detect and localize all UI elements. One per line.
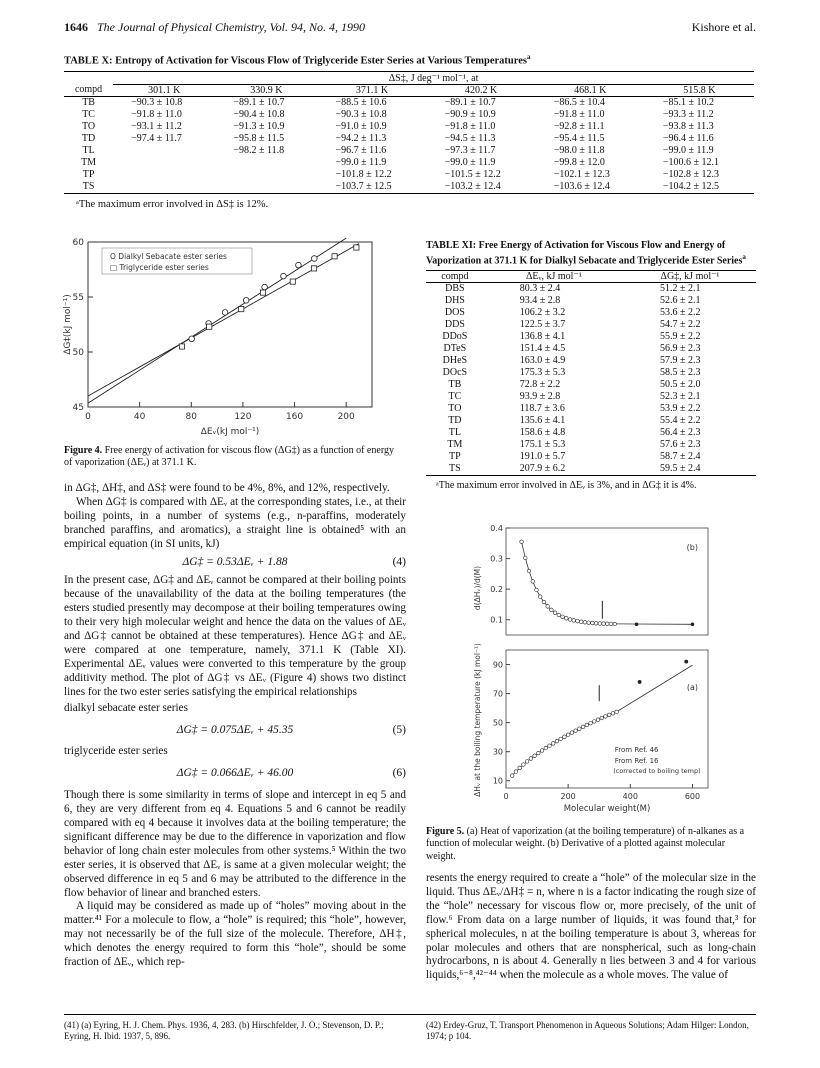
table-x-cell: −102.8 ± 12.3 bbox=[662, 168, 719, 180]
table-x-cell bbox=[215, 181, 317, 193]
table-x-cell: −91.0 ± 10.9 bbox=[335, 120, 387, 132]
table-xi-row bbox=[426, 343, 756, 355]
table-xi-cell: DHS bbox=[444, 295, 465, 307]
table-x-cell bbox=[215, 169, 317, 181]
table-x-col-header: 420.2 K bbox=[465, 84, 498, 96]
para-2: In the present case, ΔG‡ and ΔEᵥ cannot be compared at their boiling points because of the unavailability of the data at the boiling temperatures (the esters studied presently may decompose at their boiling temperatures owing to their very high molecular weight and hence the data on the values of ΔEᵥ and ΔG‡ cannot be obtained at these temperatures). Hence ΔG‡ and ΔEᵥ were compared at one temperature, namely, 371.1 K (Table XI). Experimental ΔEᵥ values were converted to this temperature by the group additivity method. The plot of ΔG‡ vs ΔEᵥ (Figure 4) shows two distinct lines for the two ester series satisfying the empirical relationships bbox=[64, 574, 406, 698]
table-x-cell: −90.3 ± 10.8 bbox=[131, 96, 183, 108]
panel-b-point bbox=[602, 622, 606, 626]
panel-a-point bbox=[596, 718, 600, 722]
table-xi-cell: TD bbox=[448, 415, 462, 427]
figure-5-caption: Figure 5. (a) Heat of vaporization (at the boiling temperature) of n-alkanes as a function of molecular weight. (b) Derivative of a plotted against molecular weight. bbox=[426, 826, 745, 862]
table-xi-cell: TS bbox=[449, 463, 461, 475]
panel-a-point bbox=[540, 749, 544, 753]
data-point-triglyceride bbox=[311, 266, 316, 271]
table-x-cell bbox=[113, 157, 215, 169]
table-xi-cell: DHeS bbox=[442, 355, 468, 367]
para-1: When ΔG‡ is compared with ΔEᵥ at the corresponding states, i.e., at their boiling points, in a number of systems (e.g., n-paraffins, moderately branched paraffins, and aromatics), a straight line is obtained⁵ with an empirical equation (in SI units, kJ) bbox=[64, 495, 406, 550]
table-xi-cell: 55.4 ± 2.2 bbox=[659, 415, 701, 427]
panel-b-point bbox=[561, 615, 565, 619]
table-x-cell: −97.3 ± 11.7 bbox=[444, 144, 496, 156]
table-xi-cell: 93.9 ± 2.8 bbox=[519, 391, 561, 403]
x-axis-label: Molecular weight(M) bbox=[563, 804, 651, 814]
table-x-col-header: 468.1 K bbox=[574, 84, 607, 96]
panel-b-point bbox=[583, 620, 587, 624]
panel-b-point bbox=[553, 611, 557, 615]
table-xi-row bbox=[426, 403, 756, 415]
table-xi-cell: 51.2 ± 2.1 bbox=[659, 283, 701, 295]
table-xi-cell: 80.3 ± 2.4 bbox=[519, 283, 561, 295]
x-tick-label: 120 bbox=[234, 412, 252, 422]
table-xi-cell: 191.0 ± 5.7 bbox=[519, 451, 566, 463]
table-xi-row bbox=[426, 295, 756, 307]
table-x-col-header: compd bbox=[74, 84, 103, 96]
table-x-cell: −90.9 ± 10.9 bbox=[444, 108, 496, 120]
x-tick-label: 0 bbox=[85, 412, 91, 422]
x-tick-label: 200 bbox=[337, 412, 355, 422]
table-x-row bbox=[64, 181, 754, 193]
table-x-cell: −86.5 ± 10.4 bbox=[553, 96, 605, 108]
panel-b-point bbox=[572, 619, 576, 623]
table-x-cell: −100.6 ± 12.1 bbox=[662, 156, 719, 168]
panel-a-point bbox=[529, 757, 533, 761]
table-xi-row bbox=[426, 355, 756, 367]
table-x-cell: −91.3 ± 10.9 bbox=[233, 120, 285, 132]
table-x-row bbox=[64, 133, 754, 145]
table-x-cell: −94.2 ± 11.3 bbox=[335, 132, 387, 144]
y-tick-label: 55 bbox=[72, 293, 84, 303]
table-xi-cell: 158.6 ± 4.8 bbox=[519, 427, 566, 439]
equation-6: ΔG‡ = 0.066ΔEᵥ + 46.00 (6) bbox=[176, 767, 406, 780]
table-xi-cell: DDoS bbox=[442, 331, 468, 343]
table-x-cell: TM bbox=[81, 156, 97, 168]
table-x-cell: −95.8 ± 11.5 bbox=[233, 132, 285, 144]
footnote-42: (42) Erdey-Gruz, T. Transport Phenomenon in Aqueous Solutions; Adam Hilger: London, 1974; p 104. bbox=[426, 1020, 749, 1041]
table-xi-row bbox=[426, 439, 756, 451]
table-xi-cell: 207.9 ± 6.2 bbox=[519, 463, 566, 475]
table-xi-cell: DTeS bbox=[443, 343, 467, 355]
table-xi-cell: 53.6 ± 2.2 bbox=[659, 307, 701, 319]
footnote-rule bbox=[64, 1014, 756, 1015]
table-x-cell: −96.4 ± 11.6 bbox=[662, 132, 714, 144]
table-x-footnote: ᵃThe maximum error involved in ΔS‡ is 12%. bbox=[76, 198, 269, 210]
table-x-cell: −93.8 ± 11.3 bbox=[662, 120, 714, 132]
panel-a-point bbox=[563, 735, 567, 739]
panel-a-point bbox=[559, 737, 563, 741]
data-point-triglyceride bbox=[290, 279, 295, 284]
panel-a-point bbox=[574, 729, 578, 733]
table-xi-footnote: ᵃThe maximum error involved in ΔEᵥ is 3%, and in ΔG‡ it is 4%. bbox=[436, 480, 697, 492]
table-xi-cell: DOcS bbox=[442, 367, 468, 379]
panel-a-point bbox=[604, 715, 608, 719]
panel-b-point bbox=[527, 569, 531, 573]
table-x-cell: −93.3 ± 11.2 bbox=[662, 108, 714, 120]
table-x-cell: −101.5 ± 12.2 bbox=[444, 168, 501, 180]
panel-a-point bbox=[615, 710, 619, 714]
table-xi-grid bbox=[426, 271, 756, 475]
table-x-cell bbox=[215, 157, 317, 169]
table-xi-row bbox=[426, 427, 756, 439]
table-x-cell: −85.1 ± 10.2 bbox=[662, 96, 714, 108]
label-triglyceride: triglyceride ester series bbox=[64, 745, 168, 758]
table-xi-cell: DOS bbox=[444, 307, 465, 319]
table-x-cell: −99.0 ± 11.9 bbox=[444, 156, 496, 168]
figure-5-chart bbox=[468, 520, 728, 820]
data-point-triglyceride bbox=[239, 307, 244, 312]
table-x-cell: −90.4 ± 10.8 bbox=[233, 108, 285, 120]
x-axis-label: ΔEᵥ(kJ mol⁻¹) bbox=[200, 427, 260, 437]
panel-b-point bbox=[523, 556, 527, 560]
table-xi-cell: 151.4 ± 4.5 bbox=[519, 343, 566, 355]
table-xi-row bbox=[426, 463, 756, 475]
table-xi-cell: 136.8 ± 4.1 bbox=[519, 331, 566, 343]
table-x-cell: TC bbox=[82, 108, 95, 120]
table-x-row bbox=[64, 169, 754, 181]
panel-b-y-tick-label: 0.2 bbox=[490, 585, 503, 595]
table-xi-cell: TC bbox=[448, 391, 462, 403]
panel-a-point bbox=[607, 713, 611, 717]
table-x-cell: −88.5 ± 10.6 bbox=[335, 96, 387, 108]
page-number: 1646 bbox=[64, 20, 88, 34]
table-x-cell: −102.1 ± 12.3 bbox=[553, 168, 610, 180]
y-axis-label: ΔG‡(kJ mol⁻¹) bbox=[63, 294, 73, 355]
table-xi-cell: 58.7 ± 2.4 bbox=[659, 451, 701, 463]
para-3: Though there is some similarity in terms of slope and intercept in eq 5 and 6, they are very different from eq 4. Equations 5 and 6 cannot be readily compared with eq 4 because it involves data at the boiling temperature; the significant difference may be due to the difference in vaporization and flow behavior of long chain ester molecules from other systems.⁵ Within the two ester series, it is observed that ΔEᵥ is same at a given molecular weight; the observed difference in eq 5 and 6 may be attributed to the difference in the flow behavior of linear and branched esters. bbox=[64, 789, 406, 899]
table-xi-cell: 118.7 ± 3.6 bbox=[519, 403, 565, 415]
table-xi-cell: 50.5 ± 2.0 bbox=[659, 379, 701, 391]
table-x-cell bbox=[113, 181, 215, 193]
panel-a-point bbox=[570, 731, 574, 735]
panel-b-point-filled bbox=[691, 623, 695, 627]
table-xi-cell: 163.0 ± 4.9 bbox=[519, 355, 566, 367]
table-xi-cell: 52.3 ± 2.1 bbox=[659, 391, 701, 403]
table-x-cell: −99.0 ± 11.9 bbox=[335, 156, 387, 168]
x-tick-label: 40 bbox=[133, 412, 146, 422]
data-point-dialkyl bbox=[311, 256, 317, 262]
table-xi-row bbox=[426, 451, 756, 463]
y-tick-label: 60 bbox=[72, 238, 84, 248]
table-x-cell: TL bbox=[82, 144, 95, 156]
panel-a-point bbox=[581, 725, 585, 729]
data-point-triglyceride bbox=[332, 254, 337, 259]
panel-b-point bbox=[568, 618, 572, 622]
panel-b-point bbox=[535, 588, 539, 592]
panel-a-legend-item: (corrected to boiling temp) bbox=[613, 767, 701, 775]
y-tick-label: 50 bbox=[72, 348, 84, 358]
panel-b-point bbox=[606, 622, 610, 626]
panel-b-point bbox=[538, 595, 542, 599]
table-x-cell: −98.0 ± 11.8 bbox=[553, 144, 605, 156]
panel-a-point bbox=[510, 774, 514, 778]
table-x-grid bbox=[64, 73, 754, 193]
panel-a-point-filled bbox=[638, 680, 642, 684]
data-point-triglyceride bbox=[179, 344, 184, 349]
table-xi-cell: 175.1 ± 5.3 bbox=[519, 439, 566, 451]
data-point-triglyceride bbox=[207, 324, 212, 329]
panel-b-curve bbox=[522, 542, 693, 625]
equation-4: ΔG‡ = 0.53ΔEᵥ + 1.88 (4) bbox=[182, 555, 406, 568]
table-xi-row bbox=[426, 367, 756, 379]
authors: Kishore et al. bbox=[691, 20, 756, 34]
panel-b-y-tick-label: 0.1 bbox=[490, 615, 503, 625]
table-x-title: TABLE X: Entropy of Activation for Viscous Flow of Triglyceride Ester Series at Various Temperatures$^a$ bbox=[64, 53, 531, 67]
panel-a-label: (a) bbox=[686, 683, 698, 692]
table-x-cell: −91.8 ± 11.0 bbox=[553, 108, 605, 120]
panel-b-point bbox=[546, 605, 550, 609]
panel-b-point bbox=[542, 600, 546, 604]
panel-a-point bbox=[544, 746, 548, 750]
table-xi-col-header: compd bbox=[441, 271, 469, 283]
panel-b-y-tick-label: 0.4 bbox=[490, 524, 503, 533]
table-xi-row bbox=[426, 415, 756, 427]
table-x-cell: −91.8 ± 11.0 bbox=[131, 108, 182, 120]
data-point-dialkyl bbox=[222, 310, 228, 316]
panel-a-y-tick-label: 10 bbox=[492, 776, 503, 786]
journal-name: The Journal of Physical Chemistry, Vol. 94, No. 4, 1990 bbox=[97, 20, 365, 34]
table-xi-cell: TB bbox=[448, 379, 462, 391]
table-xi-cell: 59.5 ± 2.4 bbox=[659, 463, 701, 475]
table-xi-cell: 72.8 ± 2.2 bbox=[519, 379, 561, 391]
table-x-row bbox=[64, 109, 754, 121]
panel-a-point bbox=[566, 733, 570, 737]
x-tick-label: 160 bbox=[285, 412, 304, 422]
panel-a-y-tick-label: 30 bbox=[492, 747, 503, 757]
table-x bbox=[64, 53, 754, 211]
panel-a-point bbox=[548, 744, 552, 748]
panel-b-point-filled bbox=[635, 623, 639, 627]
table-x-row bbox=[64, 121, 754, 133]
table-x-cell: TB bbox=[82, 96, 95, 108]
data-point-dialkyl bbox=[189, 336, 195, 342]
table-xi-row bbox=[426, 307, 756, 319]
table-x-cell: −95.4 ± 11.5 bbox=[553, 132, 605, 144]
table-xi-cell: 58.5 ± 2.3 bbox=[659, 367, 701, 379]
table-xi-cell: 53.9 ± 2.2 bbox=[659, 403, 701, 415]
footnote-41: (41) (a) Eyring, H. J. Chem. Phys. 1936, 4, 283. (b) Hirschfelder, J. O.; Stevenson, D. P.; Eyring, H. Ibid. 1937, 5, 896. bbox=[64, 1020, 384, 1041]
table-xi-cell: 54.7 ± 2.2 bbox=[659, 319, 701, 331]
panel-a-point bbox=[551, 742, 555, 746]
panel-a-point bbox=[555, 739, 559, 743]
table-x-cell: −94.5 ± 11.3 bbox=[444, 132, 496, 144]
panel-b-y-axis-label: d(ΔHᵥ)/d(M) bbox=[473, 565, 482, 611]
table-xi-row bbox=[426, 319, 756, 331]
figure-4-chart bbox=[60, 232, 405, 442]
table-xi-title: TABLE XI: Free Energy of Activation for Viscous Flow and Energy of Vaporization at 371.1 K for Dialkyl Sebacate and Triglyceride Ester Series$^a$ bbox=[426, 240, 746, 266]
figure-5 bbox=[468, 520, 728, 820]
panel-b-point bbox=[591, 621, 595, 625]
data-point-dialkyl bbox=[243, 298, 249, 304]
table-x-col-header: 515.8 K bbox=[683, 84, 716, 96]
panel-b-point bbox=[564, 616, 568, 620]
panel-a-point bbox=[522, 763, 526, 767]
table-xi-cell: 55.9 ± 2.2 bbox=[659, 331, 701, 343]
table-x-cell: −98.2 ± 11.8 bbox=[233, 144, 285, 156]
table-x-cell: −89.1 ± 10.7 bbox=[444, 96, 496, 108]
x-tick-label: 200 bbox=[560, 792, 576, 801]
table-x-row bbox=[64, 96, 754, 109]
panel-a-point bbox=[514, 770, 518, 774]
data-point-dialkyl bbox=[281, 273, 287, 279]
panel-a-y-tick-label: 70 bbox=[492, 689, 503, 699]
table-x-cell: −103.7 ± 12.5 bbox=[335, 180, 392, 192]
figure-4 bbox=[60, 232, 405, 442]
table-x-col-header: 301.1 K bbox=[148, 84, 181, 96]
panel-b-point bbox=[557, 613, 561, 617]
panel-b-point bbox=[594, 621, 598, 625]
table-xi-cell: TL bbox=[448, 427, 461, 439]
table-x-col-header: 330.9 K bbox=[250, 84, 283, 96]
table-xi-row bbox=[426, 379, 756, 391]
panel-a-point bbox=[533, 754, 537, 758]
table-xi-cell: 135.6 ± 4.1 bbox=[519, 415, 566, 427]
table-x-cell bbox=[113, 145, 215, 157]
table-x-cell: −96.7 ± 11.6 bbox=[335, 144, 387, 156]
panel-a-point bbox=[592, 720, 596, 724]
table-xi-cell: 57.6 ± 2.3 bbox=[659, 439, 701, 451]
data-point-triglyceride bbox=[354, 245, 359, 250]
table-xi bbox=[426, 240, 756, 493]
figure-4-caption: Figure 4. Free energy of activation for viscous flow (ΔG‡) as a function of energy of vaporization (ΔEᵥ) at 371.1 K. bbox=[64, 445, 394, 469]
table-xi-cell: DDS bbox=[444, 319, 465, 331]
data-point-dialkyl bbox=[262, 284, 268, 290]
table-xi-cell: 52.6 ± 2.1 bbox=[659, 295, 701, 307]
table-x-cell: −103.6 ± 12.4 bbox=[553, 180, 610, 192]
table-x-cell: −89.1 ± 10.7 bbox=[233, 96, 285, 108]
table-xi-row bbox=[426, 283, 756, 296]
table-xi-cell: TO bbox=[448, 403, 462, 415]
table-x-cell: −103.2 ± 12.4 bbox=[444, 180, 501, 192]
panel-a-legend-item: From Ref. 46 bbox=[614, 746, 659, 754]
table-xi-col-header: ΔEᵥ, kJ mol⁻¹ bbox=[526, 271, 582, 283]
panel-a-curve bbox=[512, 665, 692, 776]
table-x-row bbox=[64, 145, 754, 157]
table-x-cell: −91.8 ± 11.0 bbox=[444, 120, 496, 132]
table-x-cell: −101.8 ± 12.2 bbox=[335, 168, 392, 180]
table-xi-cell: 122.5 ± 3.7 bbox=[519, 319, 566, 331]
table-xi-col-header: ΔG‡, kJ mol⁻¹ bbox=[660, 271, 720, 283]
panel-a-point bbox=[589, 721, 593, 725]
running-header bbox=[64, 20, 365, 35]
table-xi-cell: DBS bbox=[445, 283, 465, 295]
panel-b-y-tick-label: 0.3 bbox=[490, 554, 503, 564]
panel-a-point-filled bbox=[684, 660, 688, 664]
table-xi-cell: TM bbox=[447, 439, 463, 451]
table-x-cell: TO bbox=[82, 120, 96, 132]
para-0: in ΔG‡, ΔH‡, and ΔS‡ were found to be 4%, 8%, and 12%, respectively. bbox=[64, 482, 390, 494]
panel-b-point bbox=[550, 608, 554, 612]
panel-b-point bbox=[598, 622, 602, 626]
panel-a-y-axis-label: ΔHᵥ at the boiling temperature (kJ mol⁻¹) bbox=[473, 643, 482, 797]
panel-a-y-tick-label: 50 bbox=[492, 718, 503, 728]
table-x-cell: −97.4 ± 11.7 bbox=[131, 132, 182, 144]
table-x-cell bbox=[113, 169, 215, 181]
table-xi-row bbox=[426, 331, 756, 343]
panel-b-label: (b) bbox=[686, 543, 698, 552]
data-point-triglyceride bbox=[260, 290, 265, 295]
panel-b-frame bbox=[506, 528, 708, 635]
x-tick-label: 0 bbox=[503, 792, 509, 801]
table-x-cell: −90.3 ± 10.8 bbox=[335, 108, 387, 120]
panel-b-point bbox=[579, 620, 583, 624]
panel-b-point bbox=[531, 580, 535, 584]
table-xi-cell: 175.3 ± 5.3 bbox=[519, 367, 566, 379]
table-xi-row bbox=[426, 391, 756, 403]
panel-a-point bbox=[537, 751, 541, 755]
x-tick-label: 400 bbox=[622, 792, 638, 801]
table-x-row bbox=[64, 157, 754, 169]
table-xi-cell: 56.4 ± 2.3 bbox=[659, 427, 701, 439]
table-x-cell: −104.2 ± 12.5 bbox=[662, 180, 719, 192]
table-xi-cell: 57.9 ± 2.3 bbox=[659, 355, 701, 367]
y-tick-label: 45 bbox=[72, 403, 84, 413]
panel-b-point bbox=[587, 621, 591, 625]
table-x-cell: TS bbox=[82, 180, 95, 192]
table-x-cell: −99.0 ± 11.9 bbox=[662, 144, 714, 156]
table-xi-cell: TP bbox=[449, 451, 461, 463]
panel-a-point bbox=[518, 766, 522, 770]
para-right-1: resents the energy required to create a “hole” of the molecular size in the liquid. Thus ΔEᵥ/ΔH‡ = n, where n is a factor indicating the rough size of the “hole” necessary for viscous flow or, more precisely, of the unit of flow.⁶ From data on a large number of liquids, it was found that,³ for spherical molecules, n at the boiling temperature is about 3, whereas for polar molecules and others that are nonspherical, such as long-chain hydrocarbons, n is about 4. Generally n lies between 3 and 4 for various liquids,⁶⁻⁸,⁴²⁻⁴⁴ when the molecule as a whole moves. The value of bbox=[426, 872, 756, 982]
panel-a-point bbox=[525, 760, 529, 764]
table-x-cell: −92.8 ± 11.1 bbox=[553, 120, 605, 132]
panel-b-point bbox=[576, 619, 580, 623]
table-x-group-header: ΔS‡, J deg⁻¹ mol⁻¹, at bbox=[113, 73, 754, 85]
panel-a-legend-item: From Ref. 16 bbox=[614, 757, 659, 765]
para-4: A liquid may be considered as made up of “holes” moving about in the matter.⁴¹ For a molecule to flow, a “hole” is required; this “hole”, however, may not necessarily be of the full size of the molecule. Therefore, ΔH‡, which denotes the energy required to form this “hole”, should be some fraction of ΔEᵥ, which rep- bbox=[64, 900, 406, 969]
panel-b-point bbox=[520, 540, 524, 544]
table-xi-cell: 93.4 ± 2.8 bbox=[519, 295, 561, 307]
legend-item: □ Triglyceride ester series bbox=[110, 263, 209, 272]
table-x-cell: TP bbox=[82, 168, 95, 180]
legend-item: O Dialkyl Sebacate ester series bbox=[110, 252, 227, 261]
table-xi-cell: 56.9 ± 2.3 bbox=[659, 343, 701, 355]
equation-5: ΔG‡ = 0.075ΔEᵥ + 45.35 (5) bbox=[176, 723, 406, 736]
table-x-cell: TD bbox=[81, 132, 96, 144]
table-x-cell: −93.1 ± 11.2 bbox=[131, 120, 182, 132]
panel-a-point bbox=[600, 716, 604, 720]
label-dialkyl: dialkyl sebacate ester series bbox=[64, 701, 188, 714]
table-x-cell: −99.8 ± 12.0 bbox=[553, 156, 605, 168]
data-point-dialkyl bbox=[296, 262, 302, 268]
panel-b-point bbox=[609, 622, 613, 626]
table-x-col-header: 371.1 K bbox=[355, 84, 389, 96]
table-xi-cell: 106.2 ± 3.2 bbox=[519, 307, 566, 319]
panel-a-point bbox=[585, 723, 589, 727]
panel-a-y-tick-label: 90 bbox=[492, 660, 503, 670]
x-tick-label: 600 bbox=[684, 792, 701, 801]
right-column-text bbox=[426, 872, 756, 983]
panel-a-point bbox=[611, 712, 615, 716]
x-tick-label: 80 bbox=[185, 412, 197, 422]
panel-a-point bbox=[578, 727, 582, 731]
panel-b-point bbox=[613, 622, 617, 626]
left-column-text bbox=[64, 482, 406, 970]
